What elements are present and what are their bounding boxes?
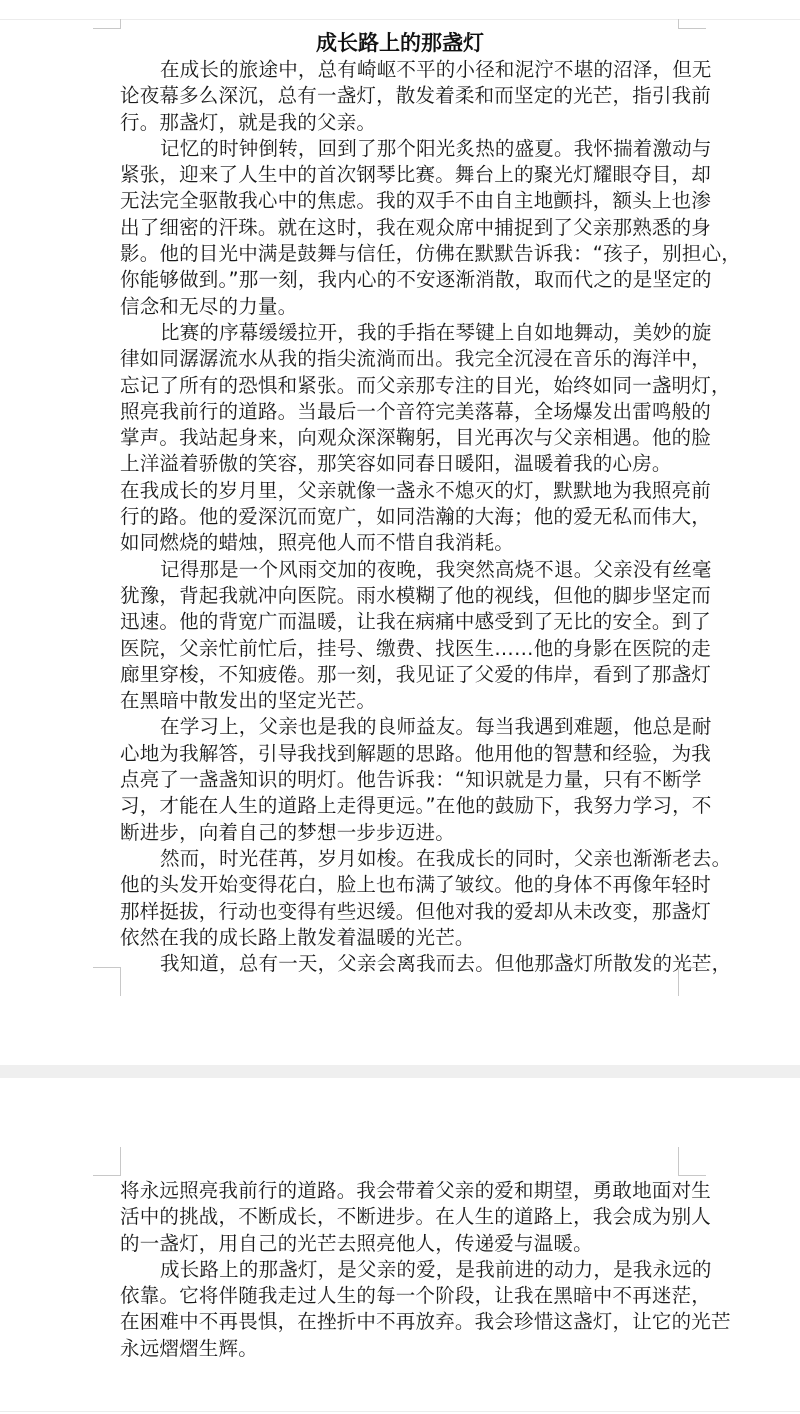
text-line: 犹豫，背起我就冲向医院。雨水模糊了他的视线，但他的脚步坚定而 bbox=[120, 583, 712, 607]
text-line: 照亮我前行的道路。当最后一个音符完美落幕，全场爆发出雷鸣般的 bbox=[120, 399, 712, 423]
text-line: 如同燃烧的蜡烛，照亮他人而不惜自我消耗。 bbox=[120, 531, 515, 555]
text-line: 然而，时光荏苒，岁月如梭。在我成长的同时，父亲也渐渐老去。 bbox=[160, 846, 732, 870]
text-line: 他的头发开始变得花白，脸上也布满了皱纹。他的身体不再像年轻时 bbox=[120, 873, 712, 897]
text-line: 依靠。它将伴随我走过人生的每一个阶段，让我在黑暗中不再迷茫， bbox=[120, 1284, 712, 1308]
text-line: 依然在我的成长路上散发着温暖的光芒。 bbox=[120, 925, 475, 949]
text-line: 将永远照亮我前行的道路。我会带着父亲的爱和期望，勇敢地面对生 bbox=[120, 1179, 712, 1202]
text-line: 在学习上，父亲也是我的良师益友。每当我遇到难题，他总是耐 bbox=[160, 715, 712, 739]
text-line: 活中的挑战，不断成长，不断进步。在人生的道路上，我会成为别人 bbox=[120, 1205, 712, 1229]
text-line: 律如同潺潺流水从我的指尖流淌而出。我完全沉浸在音乐的海洋中， bbox=[120, 347, 712, 371]
text-line: 廊里穿梭，不知疲倦。那一刻，我见证了父爱的伟岸，看到了那盏灯 bbox=[120, 662, 712, 686]
page1-bottom-right-margin-mark bbox=[678, 967, 706, 996]
text-line: 那样挺拔，行动也变得有些迟缓。但他对我的爱却从未改变，那盏灯 bbox=[120, 899, 712, 923]
page1-top-right-margin-mark bbox=[678, 19, 706, 29]
text-line: 在困难中不再畏惧，在挫折中不再放弃。我会珍惜这盏灯，让它的光芒 bbox=[120, 1310, 731, 1334]
page-bottom-edge bbox=[0, 1411, 800, 1412]
text-line: 在我成长的岁月里，父亲就像一盏永不熄灭的灯，默默地为我照亮前 bbox=[120, 478, 712, 502]
text-line: 习，才能在人生的道路上走得更远。”在他的鼓励下，我努力学习，不 bbox=[120, 794, 712, 818]
text-line: 成长路上的那盏灯，是父亲的爱，是我前进的动力，是我永远的 bbox=[160, 1257, 712, 1281]
page-break-separator bbox=[0, 1065, 800, 1078]
text-line: 掌声。我站起身来，向观众深深鞠躬，目光再次与父亲相遇。他的脸 bbox=[120, 426, 712, 450]
page2-top-right-margin-mark bbox=[678, 1147, 706, 1176]
text-line: 记忆的时钟倒转，回到了那个阳光炙热的盛夏。我怀揣着激动与 bbox=[160, 136, 712, 160]
text-line: 永远熠熠生辉。 bbox=[120, 1336, 258, 1360]
text-line: 记得那是一个风雨交加的夜晚，我突然高烧不退。父亲没有丝毫 bbox=[160, 557, 712, 581]
text-line: 的一盏灯，用自己的光芒去照亮他人，传递爱与温暖。 bbox=[120, 1231, 593, 1255]
text-line: 断进步，向着自己的梦想一步步迈进。 bbox=[120, 820, 455, 844]
text-line: 出了细密的汗珠。就在这时，我在观众席中捕捉到了父亲那熟悉的身 bbox=[120, 215, 712, 239]
text-line: 无法完全驱散我心中的焦虑。我的双手不由自主地颤抖，额头上也渗 bbox=[120, 189, 712, 213]
page1-top-left-margin-mark bbox=[93, 19, 121, 29]
page-1-body[interactable] bbox=[120, 57, 742, 977]
text-line: 我知道，总有一天，父亲会离我而去。但他那盏灯所散发的光芒， bbox=[160, 952, 732, 976]
text-line: 点亮了一盏盏知识的明灯。他告诉我：“知识就是力量，只有不断学 bbox=[120, 768, 702, 792]
text-line: 迅速。他的背宽广而温暖，让我在病痛中感受到了无比的安全。到了 bbox=[120, 610, 712, 634]
text-line: 影。他的目光中满是鼓舞与信任，仿佛在默默告诉我：“孩子，别担心， bbox=[120, 242, 742, 266]
text-line: 上洋溢着骄傲的笑容，那笑容如同春日暖阳，温暖着我的心房。 bbox=[120, 452, 672, 476]
text-line: 行。那盏灯，就是我的父亲。 bbox=[120, 110, 377, 134]
text-line: 心地为我解答，引导我找到解题的思路。他用他的智慧和经验，为我 bbox=[120, 741, 712, 765]
text-line: 在黑暗中散发出的坚定光芒。 bbox=[120, 689, 377, 713]
text-line: 论夜幕多么深沉，总有一盏灯，散发着柔和而坚定的光芒，指引我前 bbox=[120, 84, 712, 108]
text-line: 紧张，迎来了人生中的首次钢琴比赛。舞台上的聚光灯耀眼夺目，却 bbox=[120, 163, 712, 187]
page-2-body[interactable] bbox=[120, 1178, 731, 1362]
text-line: 在成长的旅途中，总有崎岖不平的小径和泥泞不堪的沼泽，但无 bbox=[160, 58, 712, 81]
page1-bottom-left-margin-mark bbox=[93, 967, 121, 996]
text-line: 医院，父亲忙前忙后，挂号、缴费、找医生……他的身影在医院的走 bbox=[120, 636, 712, 660]
text-line: 你能够做到。”那一刻，我内心的不安逐渐消散，取而代之的是坚定的 bbox=[120, 268, 712, 292]
page2-top-left-margin-mark bbox=[93, 1147, 121, 1176]
text-line: 比赛的序幕缓缓拉开，我的手指在琴键上自如地舞动，美妙的旋 bbox=[160, 320, 712, 344]
text-line: 信念和无尽的力量。 bbox=[120, 294, 298, 318]
text-line: 行的路。他的爱深沉而宽广，如同浩瀚的大海；他的爱无私而伟大， bbox=[120, 505, 712, 529]
text-line: 忘记了所有的恐惧和紧张。而父亲那专注的目光，始终如同一盏明灯， bbox=[120, 373, 731, 397]
document-title: 成长路上的那盏灯 bbox=[316, 31, 484, 55]
